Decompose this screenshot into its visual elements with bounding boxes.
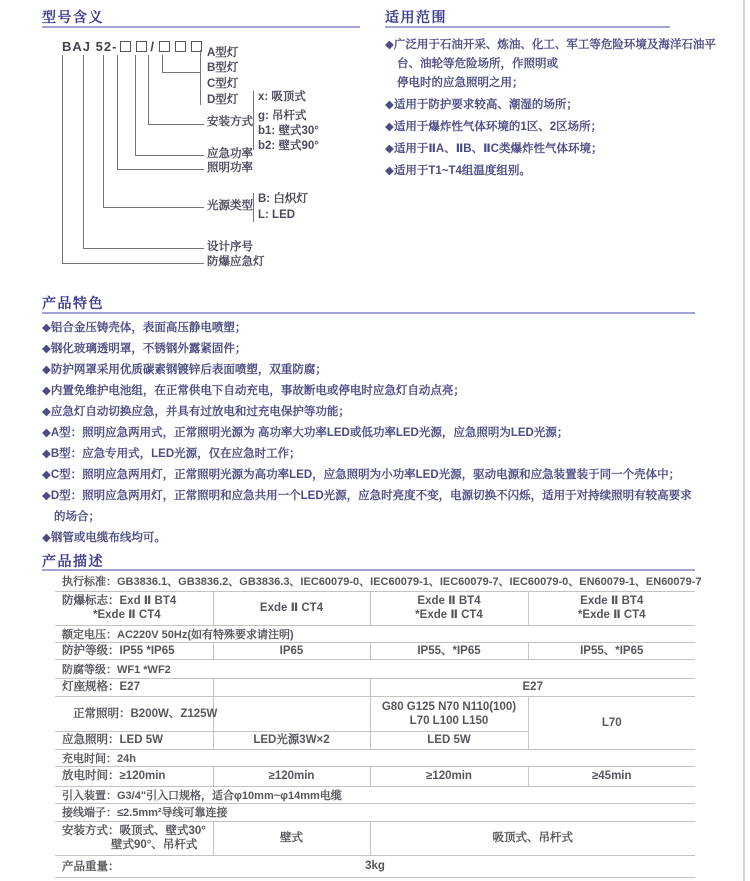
table-cell [55,766,213,786]
mount-type-label: 安装方式 [207,116,253,128]
table-row [55,766,695,786]
weight-cell [55,855,695,877]
model-box [175,41,186,52]
design-serial-label: 设计序号 [207,241,253,253]
bullet-line: ◆适用于防护要求较高、潮湿的场所； [385,99,578,111]
cell-line: 放电时间：≥120min [62,770,166,782]
cell-line: G80 G125 N70 N110(100) [381,700,517,713]
weight-value: 3kg [365,860,385,872]
table-row [55,855,695,877]
bullet-line: ◆钢化玻璃透明罩，不锈钢外露紧固件； [42,343,247,355]
table-cell [213,766,370,786]
source-type-label: 光源类型 [207,200,253,212]
table-cell [528,766,695,786]
table-cell-full: 执行标准：GB3836.1、GB3836.2、GB3836.3、IEC60079-0、IEC60079-1、IEC60079-7、IEC60079-0、EN60079-1、EN60079-7 [55,571,695,591]
bullet-line: ◆D型：照明应急两用灯，正常照明和应急共用一个LED光源，应急时亮度不变，电源切换不闪烁，适用于对持续照明有较高要求 [42,490,692,502]
table-cell [213,642,370,659]
section-title-model-meaning: 型号含义 [42,9,104,25]
table-cell [55,642,213,659]
cell-line: IP55、*IP65 [417,644,481,657]
bracket-line [253,91,254,150]
source-option-l: L: LED [258,209,296,221]
cell-line: L70 [601,716,622,729]
cell-line: *Exde Ⅱ CT4 [415,609,483,621]
table-cell [213,696,370,731]
table-row [55,786,695,803]
table-cell [55,821,213,855]
cell-line: IP55、*IP65 [580,644,644,657]
table-cell-full: 防腐等级：WF1 *WF2 [55,659,695,678]
connector-hline [83,248,204,249]
table-row [55,803,695,821]
bullet-line: ◆应急灯自动切换应急，并具有过放电和过充电保护等功能； [42,406,350,418]
cell-line: 防护等级：IP55 *IP65 [62,644,175,657]
cell-line: Exde Ⅱ CT4 [259,602,324,614]
connector-vline [117,55,118,169]
cell-line: ≥120min [268,770,315,782]
table-cell [370,642,528,659]
cell-line: L70 L100 L150 [409,714,489,727]
weight-label: 产品重量： [62,861,120,873]
bracket-line [253,193,254,222]
features-bullet-list [42,318,722,549]
cell-line: 应急照明：LED 5W [62,734,163,746]
cell-line: 防爆标志：Exd Ⅱ BT4 [62,595,177,607]
scope-bullet-list [385,36,730,181]
model-box [159,41,170,52]
table-cell [55,591,213,625]
connector-hline [148,124,204,125]
bullet-line: ◆防护网罩采用优质碳素钢镀锌后表面喷塑，双重防腐； [42,364,327,376]
table-cell-full: 接线端子：≤2.5mm²导线可靠连接 [55,803,695,821]
bullet-line: ◆广泛用于石油开采、炼油、化工、军工等危险环境及海洋石油平 [385,39,716,51]
connector-hline [62,263,204,264]
bullet-line: ◆适用于爆炸性气体环境的1区、2区场所； [385,121,603,133]
section-title-scope: 适用范围 [385,9,447,25]
table-row [55,625,695,642]
cell-line: 正常照明：B200W、Z125W [73,707,218,720]
lamp-type-d-label: D型灯 [207,94,239,106]
table-cell [370,766,528,786]
cell-line: 吸顶式、吊杆式 [492,832,573,844]
table-cell [528,696,695,749]
bracket-line [200,50,201,105]
table-cell [370,731,528,749]
cell-line: IP65 [279,644,304,657]
cell-line: *Exde Ⅱ CT4 [93,609,161,621]
table-cell [213,591,370,625]
bullet-line-cont: 台、油轮等危险场所，作照明或 [397,58,558,70]
table-cell [370,821,695,855]
table-row [55,659,695,678]
connector-vline [62,55,63,263]
table-row [55,678,695,696]
cell-line: Exde Ⅱ BT4 [417,595,481,607]
table-row [55,591,695,625]
bullet-line: ◆适用于ⅡA、ⅡB、ⅡC类爆炸性气体环境； [385,143,603,155]
lamp-type-c-label: C型灯 [207,78,239,90]
table-cell-full: 额定电压：AC220V 50Hz(如有特殊要求请注明) [55,625,695,642]
bullet-line: ◆B型：应急专用式，LED光源，仅在应急时工作； [42,448,301,460]
bullet-line-cont: 停电时的应急照明之用； [397,77,524,89]
cell-line: E27 [522,681,543,693]
bullet-line: ◆铝合金压铸壳体，表面高压静电喷塑； [42,322,247,334]
cell-line: Exde Ⅱ BT4 [580,595,644,607]
spec-table-wrap [55,571,702,878]
bullet-line: ◆A型：照明应急两用式，正常照明光源为 高功率大功率LED或低功率LED光源，应急照明为LED光源； [42,427,569,439]
bullet-line-cont: 的场合； [54,511,100,523]
title-rule [42,312,695,314]
lighting-power-label: 照明功率 [207,162,253,174]
table-row [55,642,695,659]
table-cell [213,731,370,749]
table-cell [55,731,213,749]
connector-hline [103,207,204,208]
spec-table [55,571,702,878]
model-prefix: BAJ 52- [62,39,118,54]
connector-hline [135,155,204,156]
connector-vline [148,55,149,124]
mount-option-b1: b1: 壁式30° [258,125,319,137]
model-code [62,39,204,54]
table-row [55,696,695,731]
table-cell [528,591,695,625]
table-cell [370,678,695,696]
connector-vline [83,55,84,248]
model-box [136,41,147,52]
table-cell [55,696,218,731]
cell-line: 安装方式：吸顶式、壁式30° [62,825,206,837]
lamp-type-a-label: A型灯 [207,47,239,59]
cell-line: 壁式 [280,832,303,844]
bullet-line: ◆钢管或电缆布线均可。 [42,532,166,544]
source-option-b: B: 白炽灯 [258,193,308,205]
mount-option-x: x: 吸顶式 [258,91,306,103]
bullet-line: ◆内置免维护电池组，在正常供电下自动充电，事故断电或停电时应急灯自动点亮； [42,385,465,397]
table-cell [213,821,370,855]
table-cell [55,678,213,696]
model-slash: / [150,39,156,54]
connector-vline [162,55,163,72]
cell-line: ≥45min [591,770,632,782]
connector-hline [117,169,204,170]
lamp-type-b-label: B型灯 [207,62,239,74]
table-cell [370,696,528,731]
cell-line: LED 5W [427,734,471,746]
mount-option-b2: b2: 壁式90° [258,140,319,152]
table-cell-full: 充电时间：24h [55,749,695,766]
connector-vline [135,55,136,155]
cell-line: *Exde Ⅱ CT4 [577,609,646,621]
mount-option-g: g: 吊杆式 [258,110,307,122]
table-row [55,821,695,855]
product-name-label: 防爆应急灯 [207,256,265,268]
page-edge-line [743,0,745,881]
table-row [55,571,695,591]
table-cell-full: 引入装置：G3/4"引入口规格，适合φ10mm~φ14mm电缆 [55,786,695,803]
cell-line: 灯座规格：E27 [62,681,140,693]
section-title-features: 产品特色 [42,295,104,311]
table-cell [370,591,528,625]
model-box [120,41,131,52]
cell-line: 壁式90°、吊杆式 [111,839,198,851]
table-row [55,749,695,766]
section-title-description: 产品描述 [42,553,104,569]
emergency-power-label: 应急功率 [207,148,253,160]
connector-vline [103,55,104,207]
cell-line: LED光源3W×2 [253,734,330,746]
bullet-line: ◆适用于T1~T4组温度组别。 [385,165,531,177]
cell-line: ≥120min [426,770,472,782]
table-cell [528,642,695,659]
table-cell [213,678,370,696]
bullet-line: ◆C型：照明应急两用灯，正常照明光源为高功率LED，应急照明为小功率LED光源，驱动电源和应急装置装于同一个壳体中； [42,469,681,481]
connector-hline [162,72,200,73]
